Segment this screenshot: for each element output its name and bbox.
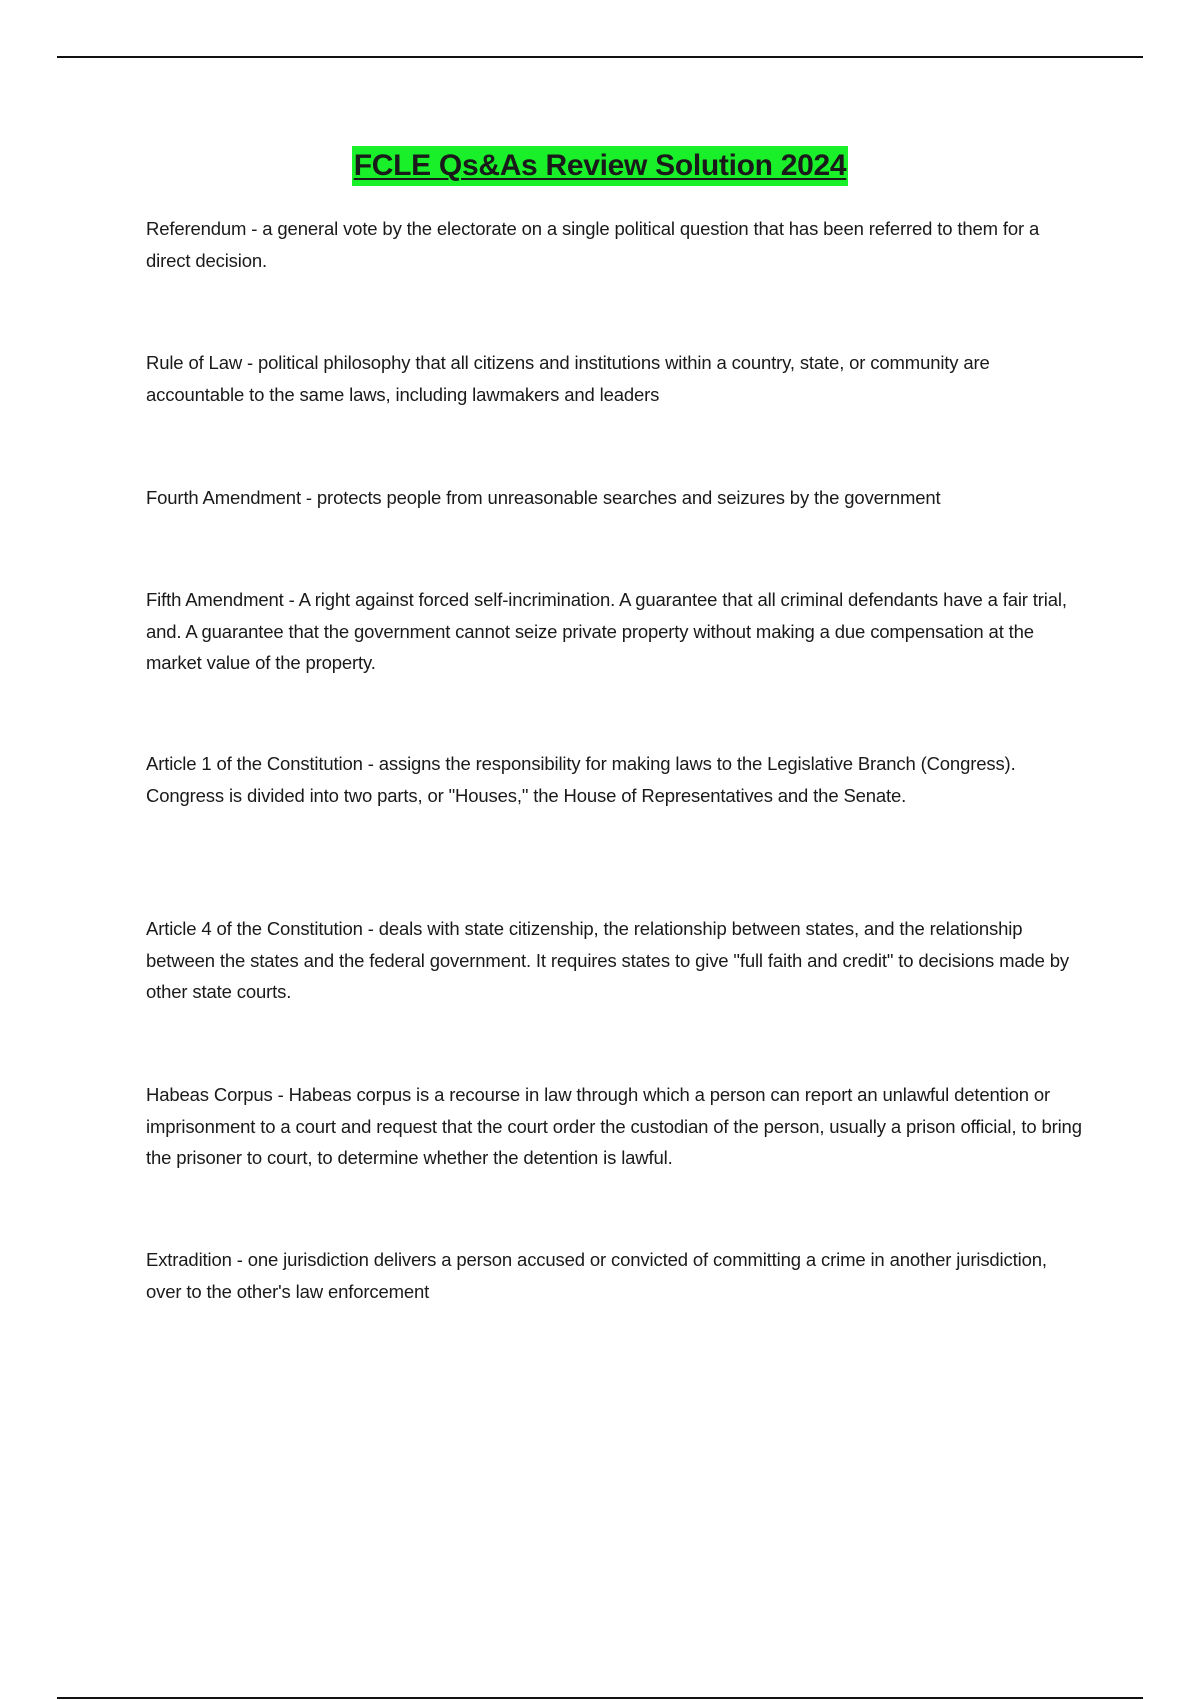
entry-referendum: Referendum - a general vote by the electorate on a single political question that has been referred to them for a direct decision. <box>146 218 1040 271</box>
entry-article-4: Article 4 of the Constitution - deals with state citizenship, the relationship between states, and the relationship between the states and the federal government. It requires states to give "full faith and credit" to decisions made by other state courts. <box>146 918 1070 1002</box>
entry-extradition: Extradition - one jurisdiction delivers a person accused or convicted of committing a crime in another jurisdiction, over to the other's law enforcement <box>146 1249 1047 1302</box>
entry-habeas-corpus: Habeas Corpus - Habeas corpus is a recourse in law through which a person can report an unlawful detention or imprisonment to a court and request that the court order the custodian of the person, usually a prison official, to bring the prisoner to court, to determine whether the detention is lawful. <box>146 1084 1082 1168</box>
entry-fourth-amendment: Fourth Amendment - protects people from unreasonable searches and seizures by the government <box>146 487 941 508</box>
entry-rule-of-law: Rule of Law - political philosophy that all citizens and institutions within a country, state, or community are accountable to the same laws, including lawmakers and leaders <box>146 352 990 405</box>
top-rule <box>57 56 1143 58</box>
entry-fifth-amendment: Fifth Amendment - A right against forced self-incrimination. A guarantee that all criminal defendants have a fair trial, and. A guarantee that the government cannot seize private property without making a due compensation at the market value of the property. <box>146 589 1067 673</box>
entry-article-1: Article 1 of the Constitution - assigns the responsibility for making laws to the Legislative Branch (Congress). Congress is divided into two parts, or "Houses," the House of Representatives and the Senate. <box>146 753 1016 806</box>
title-wrap <box>0 146 1200 186</box>
document-title: FCLE Qs&As Review Solution 2024 <box>352 146 849 186</box>
bottom-rule <box>57 1697 1143 1699</box>
